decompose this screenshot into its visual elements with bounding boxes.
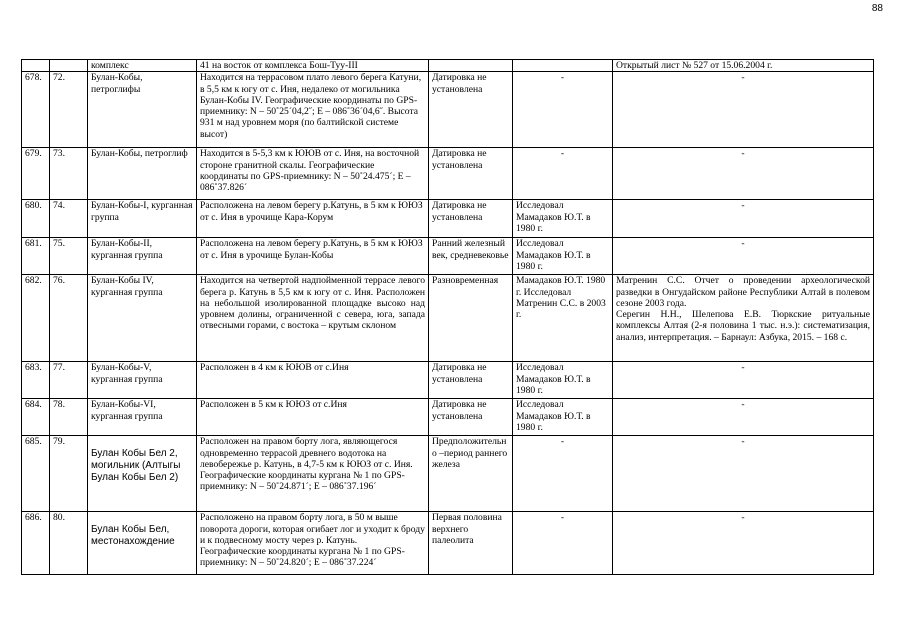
monument-documents: -	[613, 238, 874, 275]
monument-research: -	[513, 148, 613, 200]
table-row	[22, 362, 874, 399]
monument-documents	[613, 275, 874, 362]
monument-documents: -	[613, 436, 874, 512]
row-subnumber: 80.	[50, 512, 88, 575]
row-subnumber: 76.	[50, 275, 88, 362]
monument-location: Расположена на левом берегу р.Катунь, в 5 км к ЮЮЗ от с. Иня в урочище Булан-Кобы	[197, 238, 429, 275]
monument-location: Находится на четвертой надпойменной террасе левого берега р. Катунь в 5,5 км к югу от с. Иня. Расположен на небольшой изолированной площадке высоко над уровнем долины, ограниченной с севера, юга, запада отвесными горами, с востока – крутым склоном	[197, 275, 429, 362]
monument-research: Исследовал Мамадаков Ю.Т. в 1980 г.	[513, 362, 613, 399]
monument-location: Расположена на левом берегу р.Катунь, в 5 км к ЮЮЗ от с. Иня в урочище Кара-Корум	[197, 200, 429, 238]
monument-research: -	[513, 436, 613, 512]
monument-research: Исследовал Мамадаков Ю.Т. в 1980 г.	[513, 200, 613, 238]
monument-dating: Ранний железный век, средневековье	[429, 238, 513, 275]
row-subnumber: 74.	[50, 200, 88, 238]
monument-location: Находится на террасовом плато левого берега Катуни, в 5,5 км к югу от с. Иня, недалеко от могильника Булан-Кобы IV. Географические координаты по GPS-приемнику: N – 50˚25´04,2˝; E – 086˚36´04,6˝. Высота 931 м над уровнем моря (по балтийской системе высот)	[197, 72, 429, 148]
monument-research: Исследовал Мамадаков Ю.Т. в 1980 г.	[513, 238, 613, 275]
row-number: 678.	[22, 72, 50, 148]
heritage-registry-table	[21, 59, 874, 575]
monument-name: Булан-Кобы-V, курганная группа	[88, 362, 197, 399]
monument-name: Булан-Кобы IV, курганная группа	[88, 275, 197, 362]
monument-dating: Предположительно –период раннего железа	[429, 436, 513, 512]
monument-research: -	[513, 72, 613, 148]
monument-dating: Разновременная	[429, 275, 513, 362]
monument-name: Булан-Кобы, петроглиф	[88, 148, 197, 200]
monument-location: Расположен в 4 км к ЮЮВ от с.Иня	[197, 362, 429, 399]
row-subnumber: 77.	[50, 362, 88, 399]
name-cell: комплекс	[88, 60, 197, 72]
monument-research: Исследовал Мамадаков Ю.Т. в 1980 г.	[513, 399, 613, 436]
monument-location: Расположено на правом борту лога, в 50 м выше поворота дороги, которая огибает лог и уходит к броду и к подвесному мосту через р. Катунь. Географические координаты кургана № 1 по GPS-приемнику: N – 50˚24.820´; E – 086˚37.224´	[197, 512, 429, 575]
monument-documents: -	[613, 512, 874, 575]
monument-dating: Датировка не установлена	[429, 399, 513, 436]
monument-location: Находится в 5-5,3 км к ЮЮВ от с. Иня, на восточной стороне гранитной скалы. Географические координаты по GPS-приемнику: N – 50˚24.475´; E – 086˚37.826´	[197, 148, 429, 200]
row-number: 680.	[22, 200, 50, 238]
monument-documents: -	[613, 399, 874, 436]
table-row	[22, 148, 874, 200]
row-subnumber: 78.	[50, 399, 88, 436]
row-number: 682.	[22, 275, 50, 362]
row-number: 679.	[22, 148, 50, 200]
monument-name: Булан-Кобы, петроглифы	[88, 72, 197, 148]
reference-entry: Матренин С.С. Отчет о проведении археологической разведки в Онгудайском районе Республики Алтай в полевом сезоне 2003 года.	[616, 275, 870, 309]
monument-documents: -	[613, 72, 874, 148]
num-cell	[22, 60, 50, 72]
table-row	[22, 512, 874, 575]
row-number: 686.	[22, 512, 50, 575]
research-cell	[513, 60, 613, 72]
row-subnumber: 75.	[50, 238, 88, 275]
table-row	[22, 238, 874, 275]
monument-documents: -	[613, 200, 874, 238]
page-number: 88	[871, 3, 883, 14]
dating-cell	[429, 60, 513, 72]
monument-name: Булан-Кобы-I, курганная группа	[88, 200, 197, 238]
table-row	[22, 200, 874, 238]
reference-entry: Серегин Н.Н., Шелепова Е.В. Тюркские ритуальные комплексы Алтая (2-я половина 1 тыс. н.э.): систематизация, анализ, интерпретация. – Барнаул: Азбука, 2015. – 168 с.	[616, 309, 870, 343]
table-row	[22, 436, 874, 512]
monument-research: Мамадаков Ю.Т. 1980 г. Исследовал Матренин С.С. в 2003 г.	[513, 275, 613, 362]
monument-dating: Датировка не установлена	[429, 200, 513, 238]
monument-documents: -	[613, 362, 874, 399]
monument-location: Расположен в 5 км к ЮЮЗ от с.Иня	[197, 399, 429, 436]
monument-research: -	[513, 512, 613, 575]
table-row	[22, 72, 874, 148]
monument-name: Булан Кобы Бел 2, могильник (Алтыгы Булан Кобы Бел 2)	[88, 436, 197, 512]
monument-name: Булан-Кобы-VI, курганная группа	[88, 399, 197, 436]
monument-documents: -	[613, 148, 874, 200]
row-subnumber: 73.	[50, 148, 88, 200]
row-subnumber: 79.	[50, 436, 88, 512]
row-number: 683.	[22, 362, 50, 399]
row-number: 684.	[22, 399, 50, 436]
monument-dating: Датировка не установлена	[429, 362, 513, 399]
documents-cell: Открытый лист № 527 от 15.06.2004 г.	[613, 60, 874, 72]
row-subnumber: 72.	[50, 72, 88, 148]
row-number: 681.	[22, 238, 50, 275]
monument-dating: Датировка не установлена	[429, 148, 513, 200]
monument-name: Булан Кобы Бел, местонахождение	[88, 512, 197, 575]
subnum-cell	[50, 60, 88, 72]
monument-name: Булан-Кобы-II, курганная группа	[88, 238, 197, 275]
monument-dating: Датировка не установлена	[429, 72, 513, 148]
location-cell: 41 на восток от комплекса Бош-Туу-III	[197, 60, 429, 72]
monument-location: Расположен на правом борту лога, являющегося одновременно террасой древнего водотока на левобережье р. Катунь, в 4,7-5 км к ЮЮЗ от с. Иня. Географические координаты кургана № 1 по GPS-приемнику: N – 50˚24.871´; E – 086˚37.196´	[197, 436, 429, 512]
table-row	[22, 399, 874, 436]
table-row	[22, 275, 874, 362]
monument-dating: Первая половина верхнего палеолита	[429, 512, 513, 575]
row-number: 685.	[22, 436, 50, 512]
continuation-row	[22, 60, 874, 72]
